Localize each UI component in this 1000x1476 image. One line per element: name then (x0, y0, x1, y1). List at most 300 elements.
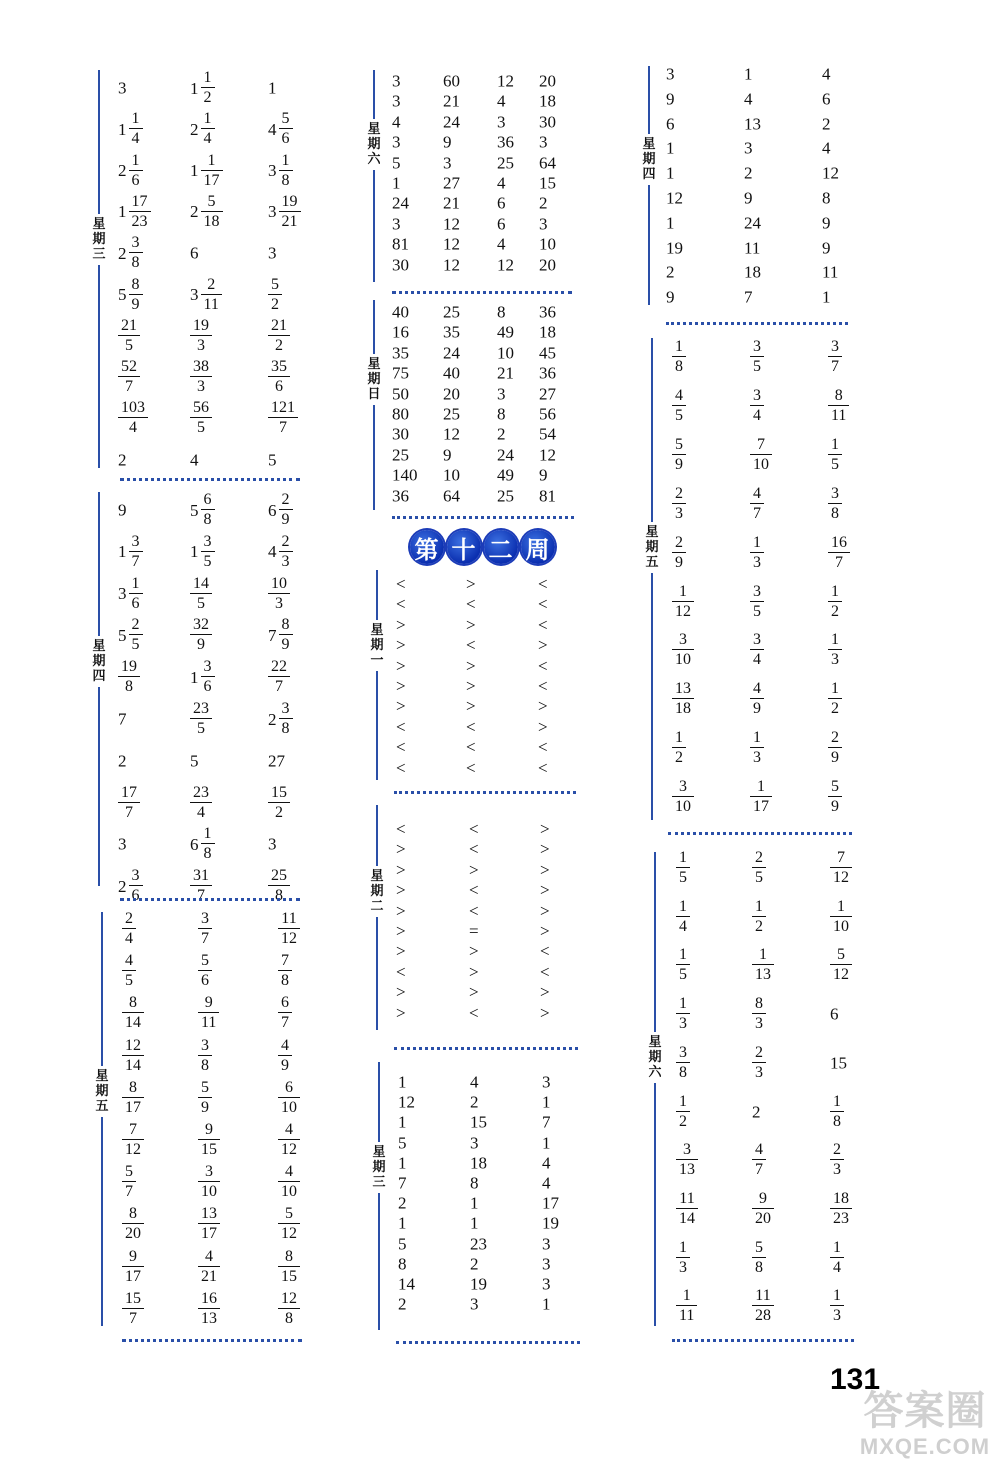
answer-cell (750, 632, 764, 668)
fraction-denominator: 14 (125, 1056, 141, 1074)
answer-cell (278, 1122, 300, 1158)
fraction-denominator: 3 (831, 651, 839, 669)
answer-cell (538, 739, 548, 756)
section-vertical-line (378, 1062, 380, 1330)
answer-value: < (469, 901, 479, 921)
fraction-numerator: 6 (203, 491, 212, 508)
fraction (750, 388, 764, 424)
fraction-denominator: 8 (131, 254, 140, 272)
fraction-numerator: 1 (679, 582, 687, 600)
fraction-denominator: 7 (197, 887, 205, 905)
answer-cell (398, 1276, 415, 1293)
fraction-denominator: 2 (275, 803, 283, 821)
answer-cell (396, 657, 406, 674)
fraction-denominator: 2 (679, 1112, 687, 1130)
fraction-numerator: 1 (203, 69, 212, 86)
answer-cell (676, 1045, 690, 1081)
fraction-denominator: 3 (753, 553, 761, 571)
answer-cell (392, 467, 418, 484)
answer-cell (466, 576, 476, 593)
fraction (672, 486, 686, 522)
answer-value: 19 (666, 238, 683, 258)
fraction-numerator: 1 (679, 995, 687, 1013)
fraction-numerator: 5 (675, 435, 683, 453)
answer-value: 18 (539, 322, 556, 342)
fraction (122, 1206, 144, 1242)
fraction (752, 850, 766, 886)
answer-cell (539, 406, 556, 423)
answer-cell (396, 616, 406, 633)
answer-cell (466, 616, 476, 633)
answer-cell (398, 1154, 407, 1171)
fraction-whole: 7 (268, 625, 277, 645)
answer-cell (443, 487, 460, 504)
answer-cell (469, 923, 479, 940)
fraction-denominator: 2 (755, 917, 763, 935)
answer-cell (466, 739, 476, 756)
answer-value: 3 (539, 214, 548, 234)
fraction-numerator: 3 (203, 532, 212, 550)
answer-value: 8 (398, 1254, 407, 1274)
week-title-char: 二 (484, 530, 518, 564)
answer-cell (470, 1195, 479, 1212)
fraction-denominator: 3 (679, 1015, 687, 1033)
answer-cell (392, 446, 409, 463)
answer-value: 4 (470, 1072, 479, 1092)
answer-value: 1 (822, 287, 831, 307)
fraction-numerator: 2 (125, 910, 133, 927)
fraction-numerator: 12 (125, 1036, 141, 1054)
answer-cell (497, 385, 506, 402)
fraction-denominator: 13 (755, 966, 771, 984)
answer-cell (198, 1291, 220, 1327)
answer-value: 25 (443, 302, 460, 322)
answer-value: 1 (744, 64, 753, 84)
section-vertical-line (98, 492, 100, 886)
answer-cell (396, 637, 406, 654)
fraction-denominator: 9 (675, 455, 683, 473)
fraction-numerator: 15 (271, 783, 287, 801)
answer-value: 24 (443, 112, 460, 132)
answer-cell (466, 678, 476, 695)
answer-value: 12 (443, 234, 460, 254)
answer-value: < (396, 758, 406, 778)
answer-cell (268, 451, 277, 468)
fraction (190, 617, 212, 653)
fraction-numerator: 3 (205, 1163, 213, 1181)
answer-cell (398, 1255, 407, 1272)
answer-value: 2 (118, 450, 127, 470)
answer-cell (469, 902, 479, 919)
answer-value: 50 (392, 384, 409, 404)
fraction-numerator: 3 (679, 1043, 687, 1061)
answer-value: 20 (539, 71, 556, 91)
fraction-numerator: 7 (757, 435, 765, 453)
section-vertical-line (373, 300, 375, 510)
day-label-char: 星 (367, 357, 381, 372)
fraction (201, 153, 223, 189)
week-title-char: 周 (521, 530, 555, 564)
dotted-separator (396, 1341, 580, 1344)
answer-cell (666, 90, 675, 107)
answer-cell (198, 1249, 220, 1285)
answer-value: 60 (443, 71, 460, 91)
answer-cell (672, 730, 686, 766)
answer-value: > (469, 941, 479, 961)
answer-cell (676, 850, 690, 886)
answer-cell (539, 385, 556, 402)
fraction (190, 318, 212, 354)
fraction (676, 947, 690, 983)
answer-cell (118, 711, 127, 728)
fraction-numerator: 25 (271, 867, 287, 885)
answer-cell (190, 359, 212, 395)
answer-cell (122, 1291, 144, 1327)
fraction (198, 1164, 220, 1200)
fraction-numerator: 3 (679, 631, 687, 649)
answer-value: 24 (443, 343, 460, 363)
day-label-char: 星 (92, 639, 106, 654)
section-vertical-line (376, 805, 378, 1030)
fraction-numerator: 2 (833, 1141, 841, 1159)
answer-value: > (396, 880, 406, 900)
answer-cell (198, 953, 212, 989)
answer-value: < (538, 676, 548, 696)
fraction-numerator: 52 (121, 358, 137, 376)
answer-cell (396, 943, 406, 960)
answer-value: 1 (398, 1153, 407, 1173)
answer-cell (392, 73, 401, 90)
answer-cell (122, 1164, 136, 1200)
answer-value: 9 (822, 213, 831, 233)
fraction (830, 1240, 844, 1276)
fraction (201, 492, 215, 528)
answer-value: 25 (497, 153, 514, 173)
fraction (828, 339, 842, 375)
fraction (830, 899, 852, 935)
fraction-denominator: 23 (833, 1209, 849, 1227)
fraction (278, 1038, 292, 1074)
fraction-numerator: 3 (753, 631, 761, 649)
answer-cell (392, 385, 409, 402)
answer-value: 15 (470, 1112, 487, 1132)
answer-value: 8 (497, 302, 506, 322)
answer-cell (396, 984, 406, 1001)
fraction-denominator: 8 (275, 887, 283, 905)
fraction (278, 1122, 300, 1158)
fraction-denominator: 11 (203, 295, 219, 313)
answer-value: 30 (539, 112, 556, 132)
fraction-denominator: 9 (131, 295, 140, 313)
fraction-denominator: 12 (281, 930, 297, 947)
fraction-numerator: 4 (285, 1163, 293, 1181)
fraction-numerator: 1 (833, 1238, 841, 1256)
fraction (279, 701, 293, 737)
answer-value: > (540, 819, 550, 839)
answer-cell (539, 73, 556, 90)
fraction (118, 359, 140, 395)
fraction-numerator: 8 (755, 995, 763, 1013)
fraction (278, 953, 292, 989)
answer-cell (278, 1038, 292, 1074)
fraction-denominator: 4 (753, 651, 761, 669)
fraction-denominator: 17 (125, 1098, 141, 1116)
answer-cell (278, 911, 300, 947)
fraction-denominator: 3 (833, 1161, 841, 1179)
answer-cell (122, 995, 144, 1031)
answer-cell (744, 165, 753, 182)
answer-value: 6 (497, 214, 506, 234)
answer-cell (539, 487, 556, 504)
answer-cell (118, 318, 140, 354)
fraction-denominator: 7 (835, 553, 843, 571)
day-label-char: 期 (645, 540, 659, 555)
answer-cell (672, 437, 686, 473)
fraction-numerator: 19 (281, 192, 298, 210)
fraction-denominator: 2 (271, 295, 279, 313)
answer-value: < (469, 880, 479, 900)
answer-value: 75 (392, 363, 409, 383)
fraction-whole: 2 (118, 161, 127, 181)
week-title-char: 十 (447, 530, 481, 564)
answer-cell (672, 486, 686, 522)
answer-value: > (540, 921, 550, 941)
fraction (198, 911, 212, 947)
fraction-denominator: 4 (197, 803, 205, 821)
answer-value: 18 (470, 1153, 487, 1173)
answer-cell (396, 718, 406, 735)
answer-cell (828, 437, 842, 473)
answer-value: 24 (392, 193, 409, 213)
answer-cell (538, 637, 548, 654)
fraction (828, 730, 842, 766)
answer-value: 3 (470, 1133, 479, 1153)
fraction-numerator: 1 (203, 825, 212, 843)
fraction (198, 1291, 220, 1327)
fraction (279, 111, 293, 147)
answer-value: < (466, 717, 476, 737)
fraction-denominator: 5 (753, 358, 761, 375)
answer-cell (118, 153, 143, 189)
fraction-numerator: 1 (831, 582, 839, 600)
fraction-denominator: 10 (753, 455, 769, 473)
answer-value: 1 (542, 1133, 551, 1153)
fraction-numerator: 3 (831, 484, 839, 502)
answer-value: 3 (118, 834, 127, 854)
answer-cell (830, 947, 852, 983)
fraction (672, 388, 686, 424)
answer-value: 6 (666, 114, 675, 134)
watermark-logo (855, 1388, 995, 1473)
answer-cell (497, 113, 506, 130)
answer-cell (118, 785, 140, 821)
answer-cell (470, 1154, 487, 1171)
fraction-numerator: 2 (131, 616, 140, 634)
answer-cell (190, 826, 215, 862)
answer-cell (392, 406, 409, 423)
fraction-denominator: 3 (275, 594, 283, 612)
fraction (828, 388, 849, 424)
answer-cell (822, 66, 831, 83)
fraction-numerator: 2 (207, 275, 216, 293)
answer-cell (443, 426, 460, 443)
answer-cell (470, 1235, 487, 1252)
answer-value: > (466, 615, 476, 635)
fraction (190, 785, 212, 821)
answer-cell (392, 113, 401, 130)
fraction-numerator: 5 (831, 778, 839, 796)
answer-cell (118, 400, 148, 436)
answer-value: < (466, 594, 476, 614)
fraction (752, 996, 766, 1032)
answer-cell (190, 318, 212, 354)
day-label-char: 三 (372, 1175, 386, 1190)
answer-cell (443, 113, 460, 130)
fraction-numerator: 3 (131, 234, 140, 252)
fraction (198, 953, 212, 989)
fraction-denominator: 7 (125, 803, 133, 821)
answer-cell (469, 821, 479, 838)
fraction-numerator: 11 (281, 910, 297, 927)
fraction-numerator: 1 (833, 1287, 841, 1305)
fraction-denominator: 12 (833, 966, 849, 984)
fraction-denominator: 28 (755, 1307, 771, 1325)
answer-cell (396, 698, 406, 715)
fraction-denominator: 12 (281, 1141, 297, 1158)
fraction-numerator: 21 (121, 316, 137, 334)
fraction-numerator: 1 (831, 680, 839, 698)
fraction-numerator: 17 (121, 783, 137, 801)
fraction-denominator: 9 (201, 1098, 209, 1116)
answer-cell (497, 73, 514, 90)
fraction (122, 995, 144, 1031)
fraction-denominator: 2 (203, 89, 212, 106)
fraction-denominator: 2 (831, 602, 839, 620)
answer-value: 140 (392, 465, 418, 485)
answer-cell (538, 698, 548, 715)
answer-value: > (538, 696, 548, 716)
day-label (91, 214, 107, 265)
answer-value: 80 (392, 404, 409, 424)
answer-cell (540, 882, 550, 899)
fraction-numerator: 8 (285, 1247, 293, 1265)
fraction-numerator: 7 (837, 849, 845, 866)
answer-cell (828, 681, 842, 717)
fraction-denominator: 10 (281, 1098, 297, 1116)
fraction (752, 947, 774, 983)
answer-value: < (538, 574, 548, 594)
fraction-denominator: 21 (201, 1267, 217, 1285)
answer-value: > (540, 1003, 550, 1023)
answer-cell (396, 923, 406, 940)
answer-cell (190, 752, 199, 769)
answer-cell (497, 426, 506, 443)
watermark-url: MXQE.COM (859, 1434, 991, 1459)
fraction (278, 1164, 300, 1200)
fraction (190, 701, 212, 737)
answer-cell (744, 115, 761, 132)
answer-value: 12 (497, 71, 514, 91)
answer-value: 40 (392, 302, 409, 322)
fraction (828, 632, 842, 668)
answer-cell (539, 365, 556, 382)
answer-cell (470, 1276, 487, 1293)
fraction (129, 277, 143, 313)
answer-value: 25 (443, 404, 460, 424)
fraction-numerator: 4 (281, 1036, 289, 1054)
fraction (752, 1191, 774, 1227)
answer-cell (828, 388, 849, 424)
day-label (644, 522, 660, 573)
answer-cell (539, 256, 556, 273)
answer-value: 2 (539, 193, 548, 213)
answer-cell (542, 1235, 551, 1252)
answer-cell (118, 502, 127, 519)
answer-cell (497, 344, 514, 361)
answer-value: 36 (392, 486, 409, 506)
fraction-denominator: 7 (131, 552, 140, 570)
answer-cell (822, 165, 839, 182)
dotted-separator (394, 1047, 578, 1050)
answer-value: 35 (392, 343, 409, 363)
fraction-denominator: 8 (201, 1056, 209, 1074)
answer-cell (542, 1276, 551, 1293)
fraction-denominator: 8 (125, 678, 133, 696)
answer-cell (539, 446, 556, 463)
answer-cell (469, 963, 479, 980)
answer-cell (666, 214, 675, 231)
answer-value: > (396, 982, 406, 1002)
answer-cell (539, 215, 548, 232)
answer-cell (443, 324, 460, 341)
fraction-denominator: 8 (831, 504, 839, 522)
fraction-denominator: 5 (197, 720, 205, 737)
answer-value: < (469, 1003, 479, 1023)
fraction-numerator: 1 (682, 1287, 691, 1305)
fraction-whole: 3 (268, 161, 277, 181)
fraction (750, 584, 764, 620)
answer-value: 25 (392, 445, 409, 465)
fraction-numerator: 1 (679, 1238, 687, 1256)
fraction-denominator: 9 (281, 636, 290, 654)
fraction-numerator: 8 (129, 994, 137, 1012)
fraction (278, 995, 292, 1031)
fraction-whole: 5 (118, 625, 127, 645)
fraction-denominator: 17 (125, 1267, 141, 1285)
answer-value: > (396, 615, 406, 635)
fraction-numerator: 14 (193, 574, 209, 592)
fraction-numerator: 1 (679, 1092, 687, 1110)
fraction-denominator: 15 (281, 1267, 297, 1285)
answer-cell (539, 304, 556, 321)
fraction (198, 1080, 212, 1116)
fraction-whole: 2 (190, 119, 199, 139)
fraction-numerator: 1 (753, 729, 761, 747)
answer-cell (396, 841, 406, 858)
answer-cell (538, 718, 548, 735)
answer-cell (443, 93, 460, 110)
answer-cell (497, 304, 506, 321)
day-label-char: 期 (95, 1084, 109, 1099)
fraction-numerator: 23 (193, 783, 209, 801)
fraction-denominator: 9 (675, 553, 683, 571)
answer-cell (672, 339, 686, 375)
day-label (366, 354, 382, 405)
answer-cell (268, 785, 290, 821)
answer-cell (540, 861, 550, 878)
fraction-denominator: 10 (833, 917, 849, 935)
fraction-denominator: 10 (675, 651, 691, 669)
